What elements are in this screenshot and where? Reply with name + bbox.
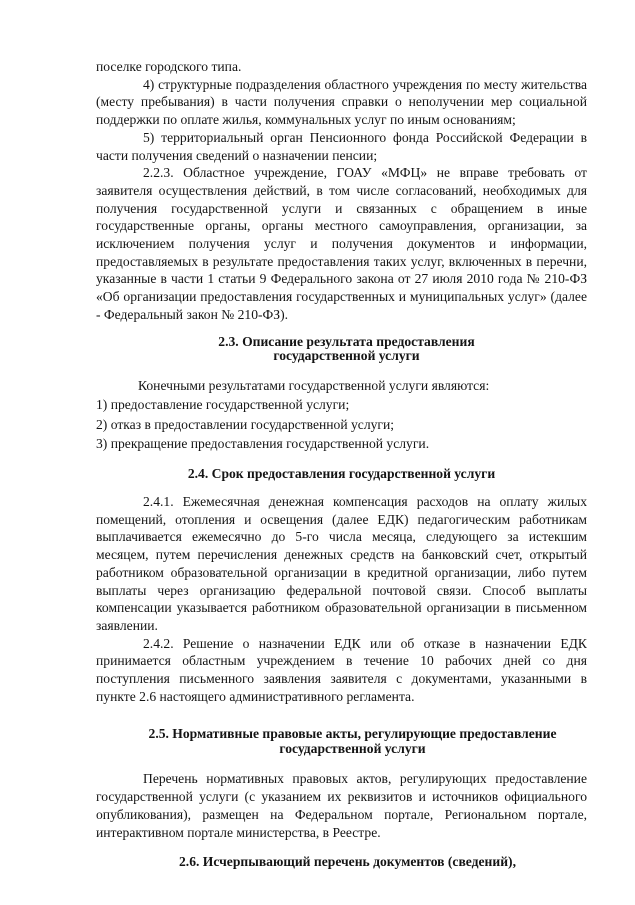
heading-2-6: 2.6. Исчерпывающий перечень документов (сведений), xyxy=(179,854,516,870)
heading-2-5 xyxy=(96,727,587,756)
paragraph-2-4-1: 2.4.1. Ежемесячная денежная компенсация расходов на оплату жилых помещений, отопления и освещения (далее ЕДК) педагогическим работникам выплачивается ежемесячно до 5-го числа месяца, следующего за истекшим месяцем, путем перечисления денежных средств на банковский счет, открытый работником образовательной организации в кредитной организации, либо путем выплаты через организацию федеральной почтовой связи. Способ выплаты компенсации указывается работником образовательной организации в письменном заявлении. xyxy=(96,494,587,633)
paragraph-item-4: 4) структурные подразделения областного учреждения по месту жительства (месту пребывания) в части получения справки о неполучении мер социальной поддержки по оплате жилья, коммунальных услуг по иным основаниям; xyxy=(96,76,587,128)
paragraph-2-4-2: 2.4.2. Решение о назначении ЕДК или об отказе в назначении ЕДК принимается областным учреждением в течение 10 рабочих дней со дня поступления письменного заявления заявителя с документами, указанными в пункте 2.6 настоящего административного регламента. xyxy=(96,635,587,704)
result-item: 2) отказ в предоставлении государственной услуги; xyxy=(96,416,395,432)
results-intro: Конечными результатами государственной услуги являются: xyxy=(138,377,490,393)
paragraph-2-5: Перечень нормативных правовых актов, регулирующих предоставление государственной услуги (с указанием их реквизитов и источников официального опубликования), размещен на Федеральном портале, Региональном портале, интерактивном портале министерства, в Реестре. xyxy=(96,771,587,840)
results-list xyxy=(96,376,587,454)
heading-2-5-line2: государственной услуги xyxy=(279,740,426,756)
paragraph-2-2-3: 2.2.3. Областное учреждение, ГОАУ «МФЦ» не вправе требовать от заявителя осуществления действий, в том числе согласований, необходимых для получения государственной услуги и связанных с обращением в иные государственные органы, органы местного самоуправления, организации, за исключением получения услуг и получения документов и информации, предоставляемых в результате предоставления таких услуг, включенных в перечни, указанные в части 1 статьи 9 Федерального закона от 27 июля 2010 года № 210-ФЗ «Об организации предоставления государственных и муниципальных услуг» (далее - Федеральный закон № 210-ФЗ). xyxy=(96,165,587,322)
heading-2-5-line1: 2.5. Нормативные правовые акты, регулирующие предоставление xyxy=(148,726,557,742)
heading-2-3 xyxy=(96,335,587,364)
heading-2-4: 2.4. Срок предоставления государственной услуги xyxy=(187,465,496,481)
heading-2-3-line1: 2.3. Описание результата предоставления xyxy=(218,333,475,349)
paragraph-item-5: 5) территориальный орган Пенсионного фонда Российской Федерации в части получения сведений о назначении пенсии; xyxy=(96,129,587,163)
result-item: 1) предоставление государственной услуги; xyxy=(96,397,350,413)
heading-2-3-line2: государственной услуги xyxy=(273,348,420,364)
result-item: 3) прекращение предоставления государственной услуги. xyxy=(96,436,430,452)
paragraph-continuation: поселке городского типа. xyxy=(96,59,242,74)
